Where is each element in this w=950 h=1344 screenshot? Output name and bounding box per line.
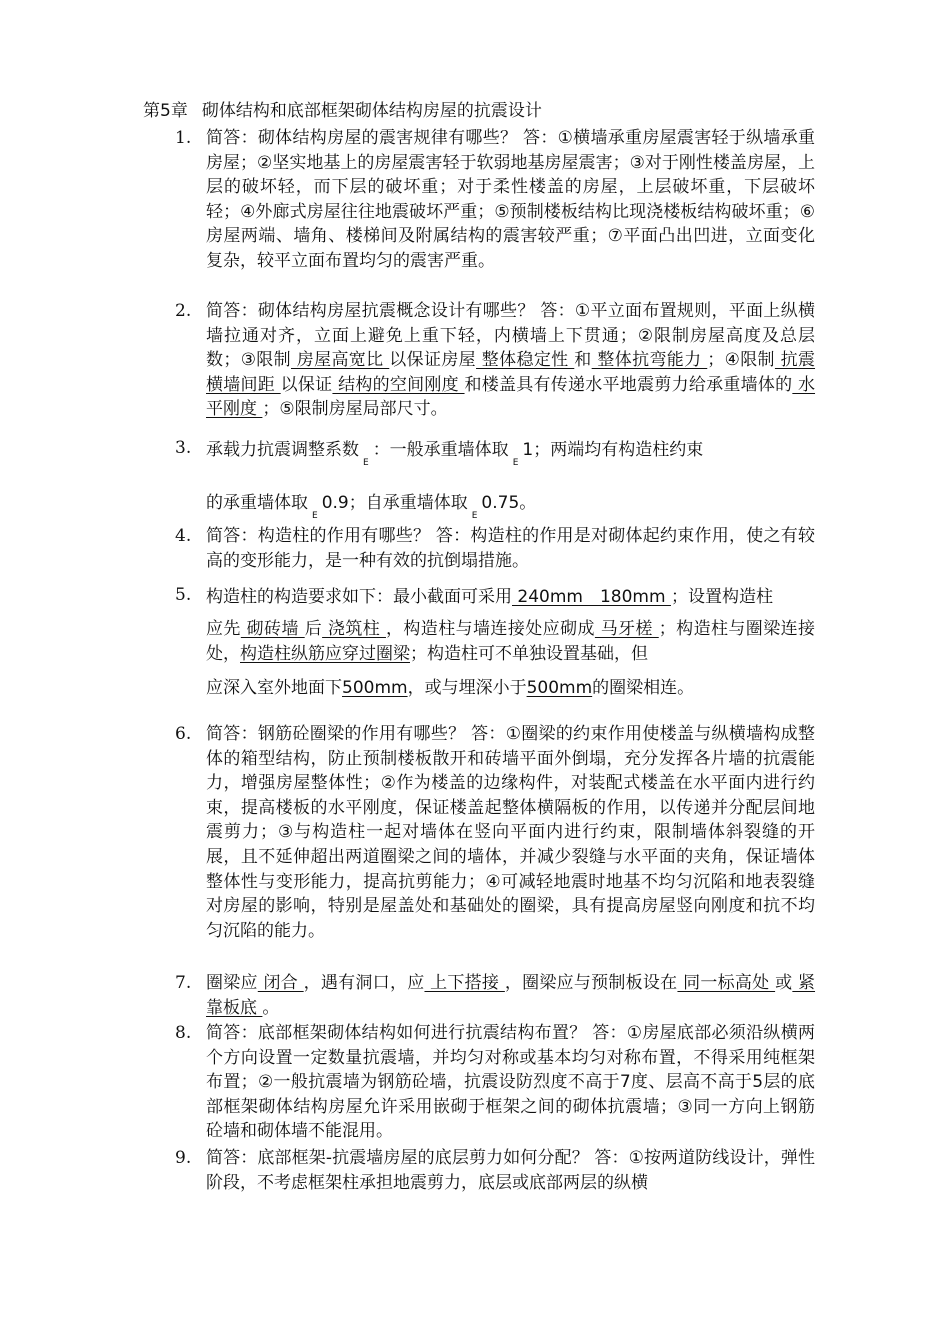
list-item [175,1021,815,1144]
item-number: 2. [175,301,192,321]
item-line [206,617,815,666]
item-text [206,1146,815,1195]
item-number: 6. [175,724,192,744]
text-run: 简答：钢筋砼圈梁的作用有哪些？ 答：①圈梁的约束作用使楼盖与纵横墙构成整体的箱型结构，防止预制楼板散开和砖墙平面外倒塌，充分发挥各片墙的抗震能力，增强房屋整体性；②作为楼盖的边缘构件，对装配式楼盖在水平面内进行约束，提高楼板的水平刚度，保证楼盖起整体横隔板的作用，以传递并分配层间地震剪力；③与构造柱一起对墙体在竖向平面内进行约束，限制墙体斜裂缝的开展，且不延伸超出两道圈梁之间的墙体，并减少裂缝与水平面的夹角，保证墙体整体性与变形能力，提高抗剪能力；④可减轻地震时地基不均匀沉陷和地表裂缝对房屋的影响，特别是屋盖处和基础处的圈梁，具有提高房屋竖向刚度和抗不均匀沉陷的能力。 [206,724,815,941]
text-run: 和 [574,350,592,371]
text-run: ，或与埋深小于 [407,678,527,699]
fill-in-answer: 构造柱纵筋应穿过圈梁 [240,643,410,664]
list-item [175,971,815,1020]
text-run: ，遇有洞口，应 [303,973,425,993]
text-run: 应深入室外地面下 [206,678,342,699]
item-text [206,971,815,1020]
chapter-title [143,100,542,122]
fill-in-answer: 马牙槎 [594,619,659,639]
fill-in-answer: 水平刚度 [206,374,816,420]
text-run: ；⑤限制房屋局部尺寸。 [262,399,448,420]
text-run: 以保证房屋 [389,350,477,371]
text-run: 简答：底部框架-抗震墙房屋的底层剪力如何分配？ 答：①按两道防线设计，弹性阶段，不考虑框架柱承担地震剪力，底层或底部两层的纵横 [206,1148,815,1193]
item-number: 9. [175,1148,192,1168]
text-run: 和楼盖具有传递水平地震剪力给承重墙体的 [464,374,793,395]
subscript: E [312,511,318,521]
text-run: 的圈梁相连。 [592,678,695,699]
text-run: ；设置构造柱 [670,587,773,607]
fill-in-answer: 闭合 [257,973,304,993]
item-number: 1. [175,128,192,148]
list-item [175,722,815,943]
fill-in-answer: 整体稳定性 [476,350,575,371]
item-number: 3. [175,438,192,458]
item-number: 7. [175,973,192,993]
text-run: 0.75。 [481,493,537,513]
item-number: 4. [175,526,192,546]
text-run: 或 [775,973,793,993]
fill-in-answer: 同一标高处 [677,973,776,993]
fill-in-answer: 砌砖墙 [240,619,305,639]
fill-in-answer: 整体抗弯能力 [591,350,708,371]
text-run: 1；两端均有构造柱约束 [522,440,704,460]
item-line [206,583,815,611]
fill-in-answer: 浇筑柱 [322,619,386,639]
item-line [206,436,815,467]
text-run: 圈梁应 [206,973,258,993]
fill-in-answer: 240mm 180mm [512,587,671,607]
fill-in-answer: 结构的空间刚度 [332,374,465,395]
text-run: 简答：砌体结构房屋抗震概念设计有哪些？ 答：①平立面布置规则，平面上纵横墙拉通对齐，立面上避免上重下轻，内横墙上下贯通；②限制房屋高度及总层数；③限制 [206,301,815,371]
text-run: 。 [262,997,280,1018]
text-run: 简答：构造柱的作用有哪些？ 答：构造柱的作用是对砌体起约束作用，使之有较高的变形能力，是一种有效的抗倒塌措施。 [206,526,815,571]
item-number: 8. [175,1023,192,1043]
chapter-heading: 砌体结构和底部框架砌体结构房屋的抗震设计 [201,101,542,121]
text-run: 以保证 [280,374,333,395]
fill-in-answer: 上下搭接 [424,973,505,993]
text-run: ；构造柱与圈梁连接处， [206,619,816,664]
fill-in-answer: 紧靠板底 [206,973,816,1018]
text-run: 的承重墙体取 [206,493,308,513]
item-number: 5. [175,585,192,605]
text-run: ；④限制 [707,350,775,371]
text-run: 简答：底部框架砌体结构如何进行抗震结构布置？ 答：①房屋底部必须沿纵横两个方向设置一定数量抗震墙，并均匀对称或基本均匀对称布置，不得采用纯框架布置；②一般抗震墙为钢筋砼墙，抗震设防烈度不高于7度、层高不高于5层的底部框架砌体结构房屋允许采用嵌砌于框架之间的砌体抗震墙；③同一方向上钢筋砼墙和砌体墙不能混用。 [206,1023,815,1142]
list-item [175,583,815,702]
fill-in-answer: 房屋高宽比 [291,350,390,371]
item-text [206,436,815,520]
list-item [175,1146,815,1195]
subscript: E [471,511,478,521]
text-run: 承载力抗震调整系数 [206,440,359,460]
fill-in-answer: 抗震横墙间距 [206,350,816,395]
list-item [175,524,815,573]
text-run: 0.9；自承重墙体取 [321,493,468,513]
text-run: ，圈梁应与预制板设在 [504,973,678,993]
text-run: ：一般承重墙体取 [372,440,509,460]
item-text [206,299,815,422]
item-line [206,674,815,702]
text-run: ，构造柱与墙连接处应砌成 [385,619,595,639]
list-item [175,299,815,422]
text-run: 后 [304,619,323,639]
subscript: E [512,458,519,468]
fill-in-answer: 500mm [526,678,593,699]
item-text [206,126,815,274]
text-run: 简答：砌体结构房屋的震害规律有哪些？ 答：①横墙承重房屋震害轻于纵墙承重房屋；②坚实地基上的房屋震害轻于软弱地基房屋震害；③对于刚性楼盖房屋，上层的破坏轻，而下层的破坏重；对于柔性楼盖的房屋，上层破坏重，下层破坏轻；④外廊式房屋往往地震破坏严重；⑤预制楼板结构比现浇楼板结构破坏重；⑥房屋两端、墙角、楼梯间及附属结构的震害较严重；⑦平面凸出凹进，立面变化复杂，较平立面布置均匀的震害严重。 [206,128,815,271]
list-item [175,436,815,520]
item-text [206,524,815,573]
list-item [175,126,815,274]
item-text [206,722,815,943]
fill-in-answer: 500mm [342,678,408,699]
item-text [206,1021,815,1144]
text-run: 构造柱的构造要求如下：最小截面可采用 [206,587,512,607]
item-text [206,583,815,702]
item-line [206,489,815,520]
text-run: 应先 [206,619,241,639]
subscript: E [363,458,369,468]
chapter-number: 第5章 [143,101,188,121]
text-run: ；构造柱可不单独设置基础，但 [410,643,648,664]
